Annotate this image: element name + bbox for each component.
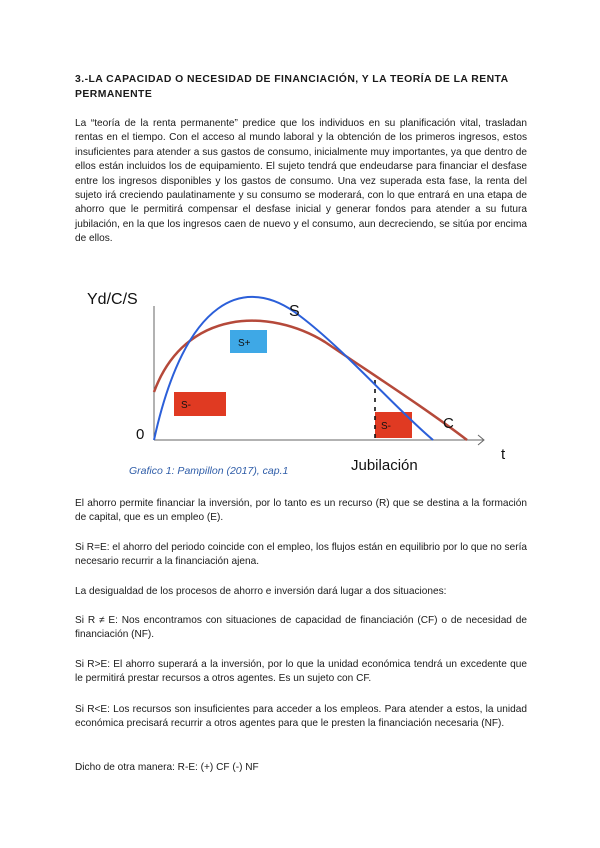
inequality-paragraph: La desigualdad de los procesos de ahorro e inversión dará lugar a dos situaciones:	[75, 586, 447, 597]
r-not-equal-e-paragraph: Si R ≠ E: Nos encontramos con situaciones de capacidad de financiación (CF) o de necesidad de financiación (NF).	[75, 615, 527, 641]
negative-saving-box-left-label: S-	[181, 400, 191, 411]
consumption-curve-label: C	[443, 415, 454, 432]
consumption-curve	[154, 321, 467, 440]
r-greater-e-paragraph: Si R>E: El ahorro superará a la inversión, por lo que la unidad económica tendrá un excedente que le permitirá prestar recursos a otros agentes. Es un sujeto con CF.	[75, 659, 527, 685]
savings-paragraph: El ahorro permite financiar la inversión, por lo tanto es un recurso (R) que se destina a la formación de capital, que es un empleo (E).	[75, 498, 527, 524]
r-less-e-paragraph: Si R<E: Los recursos son insuficientes para acceder a los empleos. Para atender a estos, la unidad económica precisará recurrir a otros agentes para que le presten la financiación necesaria (NF).	[75, 704, 527, 730]
section-heading: 3.-LA CAPACIDAD O NECESIDAD DE FINANCIACIÓN, Y LA TEORÍA DE LA RENTA PERMANENTE	[75, 74, 509, 100]
retirement-label: Jubilación	[351, 457, 418, 474]
origin-label: 0	[136, 426, 145, 443]
figure-caption: Grafico 1: Pampillon (2017), cap.1	[129, 465, 289, 477]
x-axis-label: t	[501, 446, 506, 463]
figure-svg	[75, 268, 535, 478]
y-axis-label: Yd/C/S	[87, 291, 138, 308]
intro-paragraph: La “teoría de la renta permanente” predice que los individuos en su planificación vital, trasladan rentas en el tiempo. Con el acceso al mundo laboral y la obtención de los primeros ingresos, estos insuficientes para atender a sus gastos de consumo, inicialmente muy importantes, ya que dentro de ellos están incluidos los de equipamiento. El sujeto tendrá que endeudarse para financiar el desfase entre los ingresos disponibles y los gastos de consumo. Una vez superada esta fase, la renta del sujeto irá creciendo paulatinamente y su consumo se moderará, con lo que entrará en una etapa de ahorro que le permitirá compensar el desfase inicial y generar fondos para atender a su futura jubilación, en la que los ingresos caen de nuevo y el consumo, aun decreciendo, se sitúa por encima de ellos.	[75, 118, 527, 245]
positive-saving-box-label: S+	[238, 338, 251, 349]
negative-saving-box-right-label: S-	[381, 421, 391, 432]
summary-paragraph: Dicho de otra manera: R-E: (+) CF (-) NF	[75, 762, 259, 773]
income-curve-label: S	[289, 303, 300, 320]
r-equals-e-paragraph: Si R=E: el ahorro del periodo coincide con el empleo, los flujos están en equilibrio por lo que no sería necesario recurrir a la financiación ajena.	[75, 542, 527, 568]
permanent-income-figure	[75, 268, 535, 478]
